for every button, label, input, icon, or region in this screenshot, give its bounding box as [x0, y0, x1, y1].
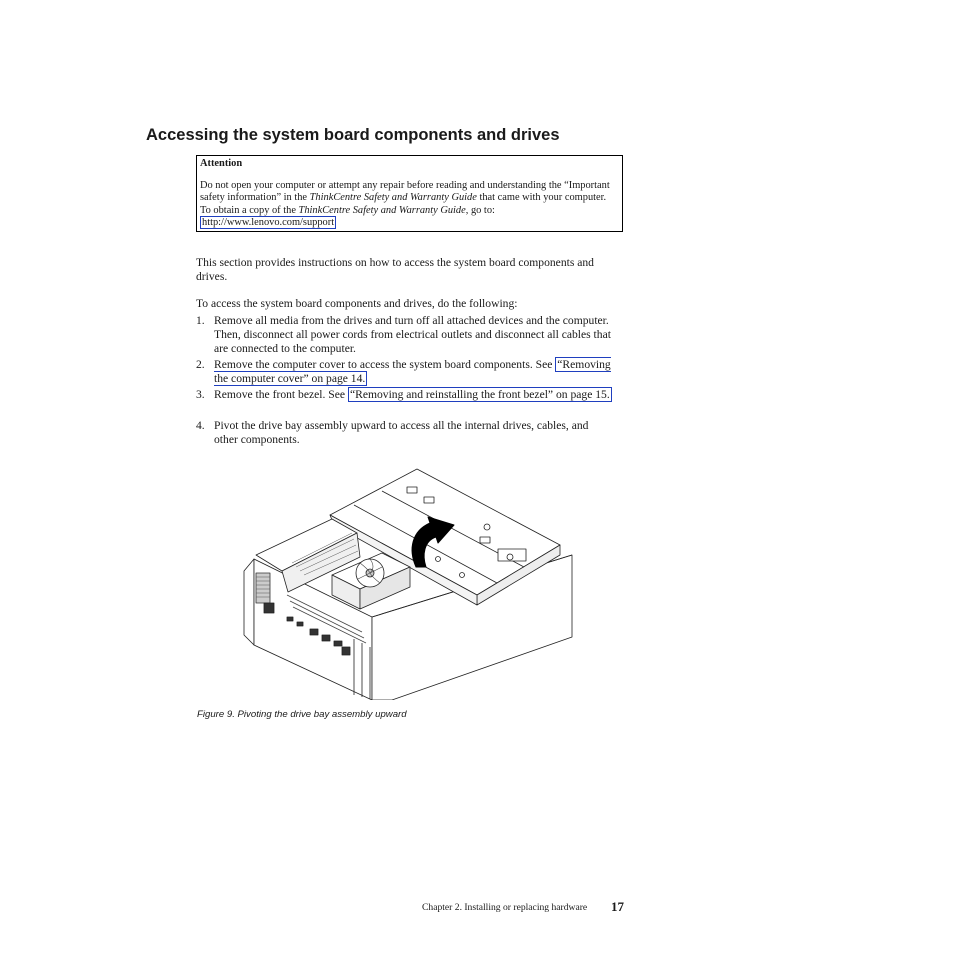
removing-bezel-link[interactable]: “Removing and reinstalling the front bezel” on page 15. [349, 388, 610, 401]
step-number: 2. [196, 358, 205, 371]
step-text: Remove the front bezel. See [214, 388, 348, 401]
intro-paragraph: This section provides instructions on how to access the system board components and drives. [196, 256, 594, 283]
attention-title: Attention [200, 158, 243, 169]
step-number: 4. [196, 419, 205, 432]
attention-text-3: , go to: [465, 204, 495, 216]
drive-bay-pivot-illustration [242, 467, 577, 700]
figure-caption: Figure 9. Pivoting the drive bay assembly upward [197, 709, 407, 720]
attention-text-2: that came with your computer. To obtain a copy of the [200, 192, 607, 216]
attention-guide-title-2: ThinkCentre Safety and Warranty Guide [298, 204, 466, 216]
step-text-wrap [214, 358, 614, 386]
attention-notice [196, 155, 623, 232]
step-text: Pivot the drive bay assembly upward to access all the internal drives, cables, and other components. [214, 419, 589, 446]
step-text: Remove the computer cover to access the system board components. See [214, 358, 556, 371]
lead-paragraph: To access the system board components and drives, do the following: [196, 297, 518, 310]
page-number: 17 [611, 899, 624, 914]
attention-body [200, 180, 619, 230]
attention-text-1: Do not open your computer or attempt any repair before reading and understanding the “Important safety information” in the [200, 179, 610, 204]
attention-guide-title-1: ThinkCentre Safety and Warranty Guide [309, 192, 477, 204]
step-number: 1. [196, 314, 205, 327]
step-text: Remove all media from the drives and turn off all attached devices and the computer. Then, disconnect all power cords from electrical outlets and disconnect all cables that are connected to the computer. [214, 314, 611, 355]
support-url-link[interactable]: http://www.lenovo.com/support [202, 217, 335, 229]
section-heading: Accessing the system board components and drives [146, 126, 560, 144]
removing-cover-link[interactable]: “Removing the computer cover” on page 14. [214, 358, 611, 385]
step-text-wrap [214, 388, 614, 402]
footer-chapter: Chapter 2. Installing or replacing hardware [422, 902, 588, 913]
step-number: 3. [196, 388, 205, 401]
